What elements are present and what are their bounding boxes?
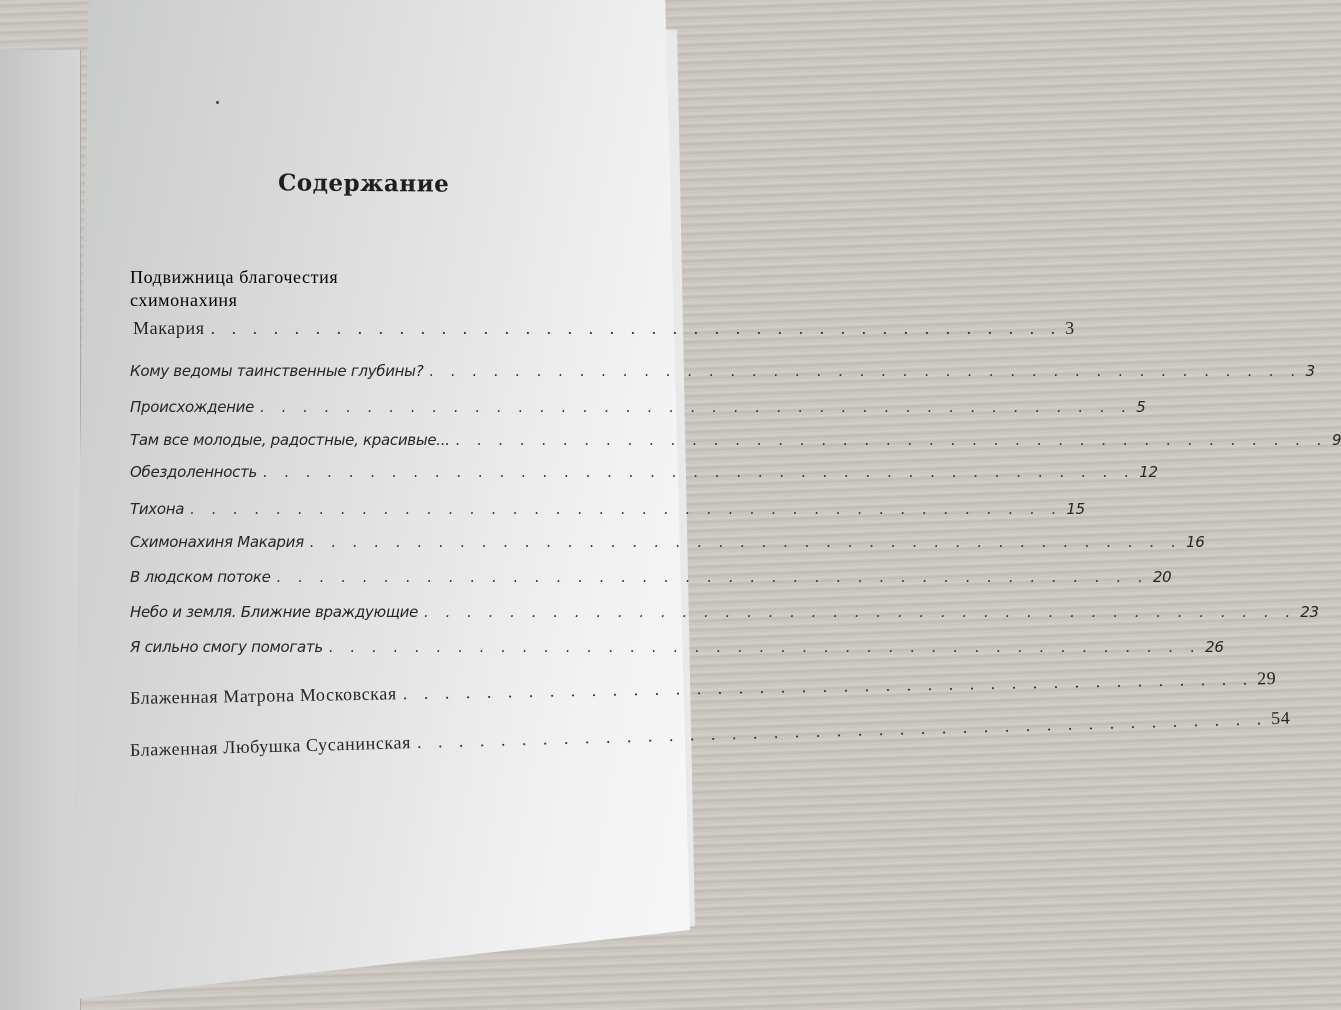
toc-page-number: 9	[1331, 431, 1341, 449]
toc-entry-heading	[130, 266, 338, 312]
toc-entry-line: Подвижница благочестия	[130, 267, 339, 287]
dot-leader: . . . . . . . . . . . . . . . . . . . . . . . . . . . . . . . . . . . . . . . . .	[309, 533, 1183, 551]
dot-leader: . . . . . . . . . . . . . . . . . . . . . . . . . . . . . . . . . . . . . . . . .	[429, 362, 1302, 380]
toc-entry	[130, 398, 1146, 416]
toc-page-number: 29	[1256, 667, 1277, 689]
toc-page-number: 15	[1066, 500, 1085, 518]
toc-page-number: 16	[1186, 533, 1205, 551]
toc-entry-label: Там все молодые, радостные, красивые...	[130, 431, 450, 449]
dot-leader: . . . . . . . . . . . . . . . . . . . . . . . . . . . . . . . . . . . . . . . . .	[263, 463, 1136, 481]
toc-entry	[130, 431, 1341, 449]
toc-entry-line: схимонахиня	[130, 290, 238, 310]
page-title: Содержание	[277, 169, 450, 198]
toc-entry-label: Схимонахиня Макария	[130, 533, 304, 551]
toc-page-number: 26	[1205, 638, 1224, 656]
dot-leader: . . . . . . . . . . . . . . . . . . . . . . . . . . . . . . . . . . . . . . . . .	[455, 431, 1328, 449]
toc-entry-label: Блаженная Матрона Московская	[129, 683, 397, 708]
dot-leader: . . . . . . . . . . . . . . . . . . . . . . . . . . . . . . . . . . . . . . . . .	[424, 603, 1297, 621]
toc-page-number: 3	[1305, 362, 1315, 380]
toc-page-number: 23	[1300, 603, 1319, 621]
dot-leader: . . . . . . . . . . . . . . . . . . . . . . . . . . . . . . . . . . . . . . . . .	[260, 398, 1133, 416]
toc-entry-label: В людском потоке	[130, 568, 271, 586]
toc-entry	[130, 463, 1158, 481]
toc-entry	[130, 362, 1315, 380]
toc-entry-label: Небо и земля. Ближние враждующие	[130, 603, 419, 621]
toc-entry	[129, 667, 1277, 709]
toc-page-number: 20	[1152, 568, 1172, 586]
toc-entry	[130, 533, 1205, 551]
toc-entry	[133, 318, 1075, 339]
toc-entry-label: Тихона	[130, 500, 185, 518]
toc-entry-label: Блаженная Любушка Сусанинская	[129, 732, 412, 760]
dot-leader: . . . . . . . . . . . . . . . . . . . . . . . . . . . . . . . . . . . . . . . . .	[276, 568, 1149, 586]
toc-entry-label: Кому ведомы таинственные глубины?	[130, 362, 424, 380]
toc-page-number: 5	[1136, 398, 1146, 416]
toc-page-number: 12	[1139, 463, 1158, 481]
dot-leader: . . . . . . . . . . . . . . . . . . . . . . . . . . . . . . . . . . . . . . . . .	[210, 318, 1062, 338]
toc-entry	[130, 603, 1319, 621]
dot-leader: . . . . . . . . . . . . . . . . . . . . . . . . . . . . . . . . . . . . . . . . .	[328, 638, 1202, 656]
toc-entry-label: Я сильно смогу помогать	[130, 638, 323, 656]
dot-leader: . . . . . . . . . . . . . . . . . . . . . . . . . . . . . . . . . . . . . . . . .	[416, 708, 1268, 752]
toc-entry	[130, 638, 1224, 656]
dot-leader: . . . . . . . . . . . . . . . . . . . . . . . . . . . . . . . . . . . . . . . . .	[190, 500, 1063, 518]
toc-entry-label: Обездоленность	[130, 463, 258, 481]
toc-page-number: 54	[1270, 707, 1291, 729]
toc-entry-label: Происхождение	[130, 398, 255, 416]
toc-entry	[130, 568, 1172, 586]
toc-entry-label: Макария	[133, 318, 205, 338]
dot-leader: . . . . . . . . . . . . . . . . . . . . . . . . . . . . . . . . . . . . . . . . .	[402, 668, 1254, 704]
toc-page-number: 3	[1065, 318, 1075, 338]
toc-entry	[130, 500, 1085, 518]
toc-entry	[129, 707, 1291, 761]
